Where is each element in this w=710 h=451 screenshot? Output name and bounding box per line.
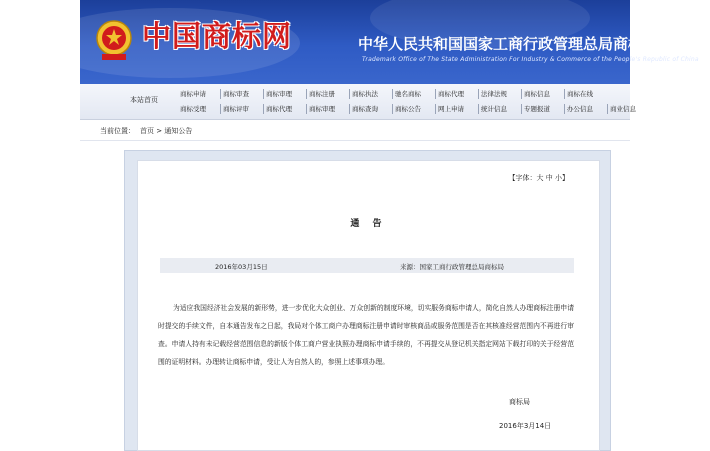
font-size-control[interactable]: 【字体：大 中 小】 [508, 174, 569, 182]
nav-item[interactable]: 商标受理 [178, 104, 221, 114]
article-source: 来源：国家工商行政管理总局商标局 [400, 263, 504, 271]
nav-item[interactable]: 商标评审 [221, 104, 264, 114]
article-date: 2016年03月15日 [215, 263, 268, 271]
breadcrumb-path[interactable]: 首页 > 通知公告 [140, 127, 193, 135]
nav-item[interactable]: 商标审理 [264, 89, 307, 99]
main-nav [80, 84, 636, 120]
nav-item[interactable]: 商标注册 [307, 89, 350, 99]
header-subtitle: Trademark Office of The State Administration For Industry & Commerce of the People's Republic of China [362, 56, 699, 63]
nav-item[interactable]: 商标代理 [264, 104, 307, 114]
nav-item[interactable]: 商标公告 [393, 104, 436, 114]
nav-item[interactable]: 商标审查 [221, 89, 264, 99]
nav-row-2 [178, 104, 651, 116]
nav-item[interactable]: 专题报道 [522, 104, 565, 114]
nav-item[interactable]: 办公信息 [565, 104, 608, 114]
article-meta-bar [160, 258, 574, 273]
nav-item[interactable]: 网上申请 [436, 104, 479, 114]
header-title: 中华人民共和国国家工商行政管理总局商标局 [358, 35, 659, 53]
nav-item[interactable]: 商标执法 [350, 89, 393, 99]
nav-item[interactable]: 商标代理 [436, 89, 479, 99]
breadcrumb [80, 121, 630, 141]
nav-home-link[interactable]: 本站首页 [130, 96, 158, 104]
nav-item[interactable]: 商标在线 [567, 90, 593, 98]
nav-item[interactable]: 商业信息 [610, 105, 636, 113]
nav-item[interactable]: 商标审理 [307, 104, 350, 114]
national-emblem-icon [94, 18, 134, 62]
breadcrumb-label: 当前位置： [100, 127, 135, 135]
article-panel [137, 160, 600, 451]
nav-item[interactable]: 法律法规 [479, 89, 522, 99]
signature-org: 商标局 [509, 398, 530, 406]
nav-item[interactable]: 驰名商标 [393, 89, 436, 99]
nav-item[interactable]: 商标申请 [178, 89, 221, 99]
nav-item[interactable]: 统计信息 [479, 104, 522, 114]
nav-item[interactable]: 商标查询 [350, 104, 393, 114]
signature-date: 2016年3月14日 [499, 422, 552, 430]
site-logo-text[interactable]: 中国商标网 [142, 19, 293, 53]
nav-row-1 [178, 89, 608, 101]
article-body: 为适应我国经济社会发展的新形势，进一步优化大众创业、万众创新的制度环境，切实服务商标申请人，简化自然人办理商标注册申请时提交的手续文件，自本通告发布之日起，我局对个体工商户办理商标注册申请时审核商品或服务范围是否在其核准经营范围内不再进行审查。申请人持有未记载经营范围信息的新版个体工商户营业执照办理商标申请手续的，不再提交从登记机关指定网站下载打印的关于经营范围的证明材料。办理转让商标申请，受让人为自然人的，参照上述事项办理。 [158, 304, 574, 366]
site-header [80, 0, 699, 84]
article-title: 通 告 [350, 219, 387, 229]
nav-item[interactable]: 商标信息 [522, 89, 565, 99]
